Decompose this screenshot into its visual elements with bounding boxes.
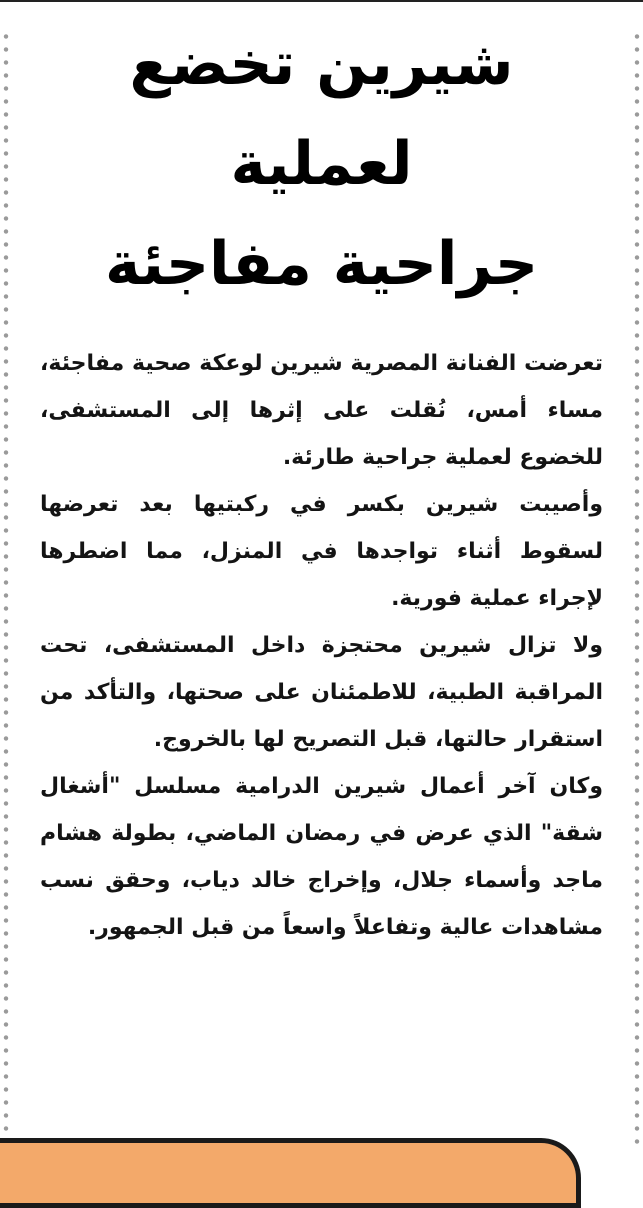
headline-line-1: شيرين تخضع لعملية bbox=[129, 29, 514, 199]
left-dotted-border bbox=[3, 30, 9, 1146]
headline-line-2: جراحية مفاجئة bbox=[104, 229, 539, 299]
paragraph-1: تعرضت الفنانة المصرية شيرين لوعكة صحية مفاجئة، مساء أمس، نُقلت على إثرها إلى المستشفى، للخضوع لعملية جراحية طارئة. bbox=[40, 351, 603, 470]
right-dotted-border bbox=[634, 30, 640, 1146]
paragraph-4: وكان آخر أعمال شيرين الدرامية مسلسل "أشغال شقة" الذي عرض في رمضان الماضي، بطولة هشام ماجد وأسماء جلال، وإخراج خالد دياب، وحقق نسب مشاهدات عالية وتفاعلاً واسعاً من قبل الجمهور. bbox=[40, 774, 603, 940]
paragraph-3: ولا تزال شيرين محتجزة داخل المستشفى، تحت المراقبة الطبية، للاطمئنان على صحتها، والتأكد من استقرار حالتها، قبل التصريح لها بالخروج. bbox=[40, 633, 603, 752]
article-body bbox=[40, 340, 603, 951]
paragraph-2: وأصيبت شيرين بكسر في ركبتيها بعد تعرضها لسقوط أثناء تواجدها في المنزل، مما اضطرها لإجراء عملية فورية. bbox=[40, 492, 603, 611]
next-article-box bbox=[0, 1138, 581, 1208]
article bbox=[40, 14, 603, 951]
headline bbox=[40, 14, 603, 314]
top-rule bbox=[0, 0, 643, 2]
